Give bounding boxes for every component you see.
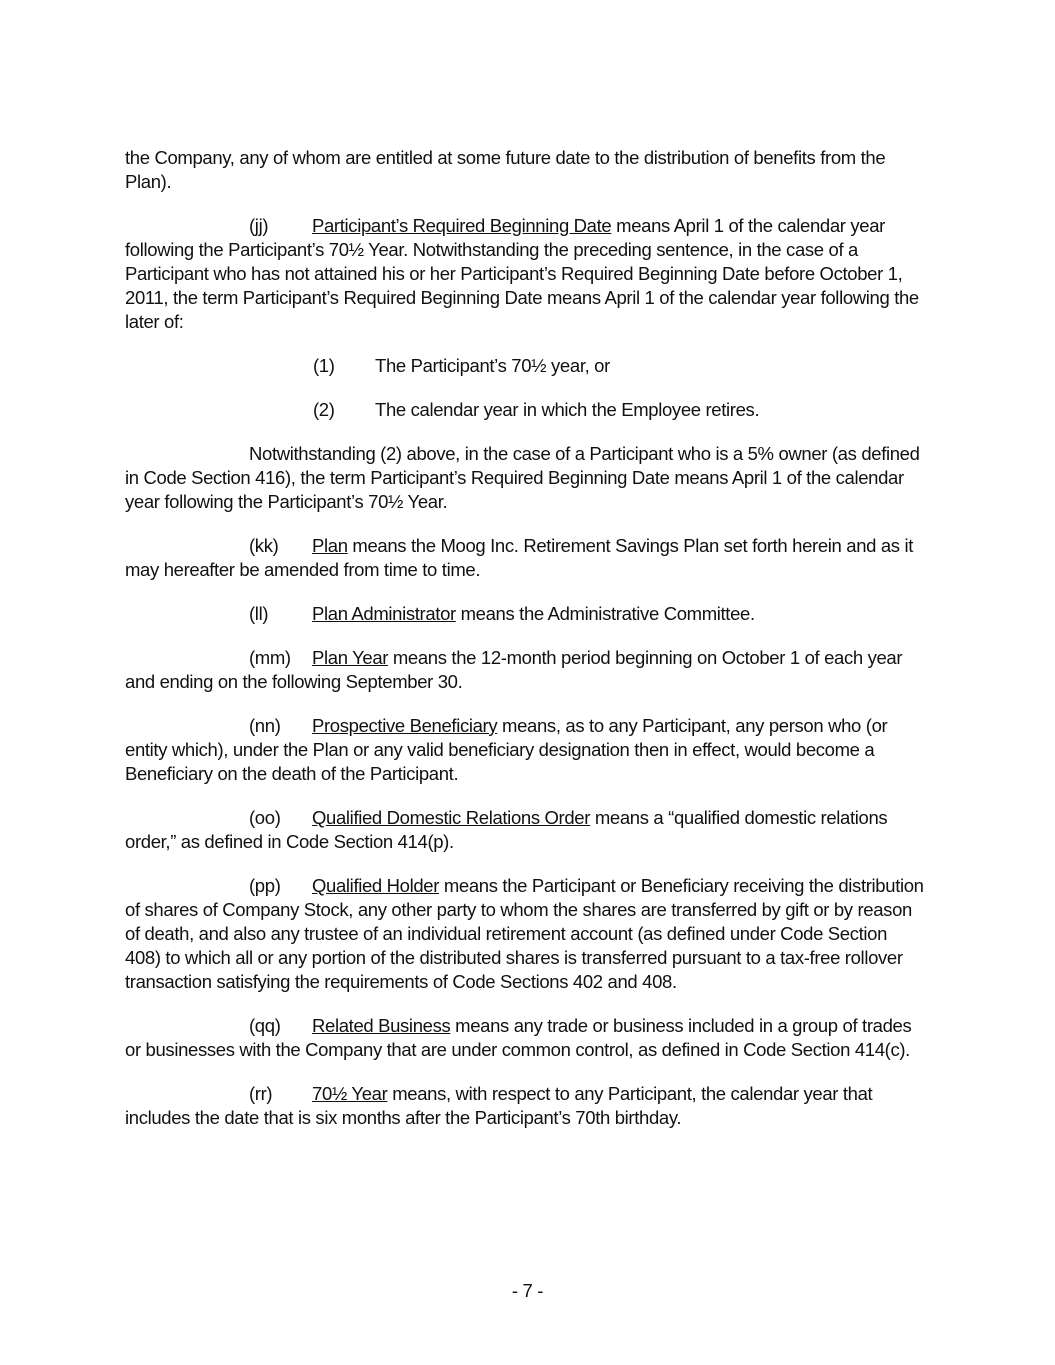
definition-oo xyxy=(125,806,925,854)
list-text: The Participant’s 70½ year, or xyxy=(375,355,610,376)
definition-text: means a “qualified domestic relations order,” as defined in Code Section 414(p). xyxy=(125,807,888,852)
intro-paragraph: the Company, any of whom are entitled at some future date to the distribution of benefits from the Plan). xyxy=(125,147,886,192)
list-text: The calendar year in which the Employee retires. xyxy=(375,399,760,420)
definition-marker: (ll) xyxy=(249,603,269,624)
definition-nn xyxy=(125,714,925,786)
document-body xyxy=(125,146,925,1150)
page-number: - 7 - xyxy=(511,1280,544,1301)
definition-marker: (mm) xyxy=(249,647,291,668)
definition-mm xyxy=(125,646,925,694)
defined-term: 70½ Year xyxy=(312,1083,388,1104)
list-item xyxy=(125,398,925,422)
definition-text: means the 12-month period beginning on October 1 of each year and ending on the following September 30. xyxy=(125,647,903,692)
defined-term: Qualified Domestic Relations Order xyxy=(312,807,591,828)
defined-term: Prospective Beneficiary xyxy=(312,715,498,736)
definition-text: means any trade or business included in a group of trades or businesses with the Company that are under common control, as defined in Code Section 414(c). xyxy=(125,1015,912,1060)
definition-marker: (nn) xyxy=(249,715,281,736)
definition-jj xyxy=(125,214,925,334)
definition-pp xyxy=(125,874,925,994)
definition-marker: (jj) xyxy=(249,215,269,236)
defined-term: Related Business xyxy=(312,1015,451,1036)
defined-term: Plan xyxy=(312,535,348,556)
definition-ll xyxy=(125,602,925,626)
definition-text: means April 1 of the calendar year following the Participant’s 70½ Year. Notwithstanding the preceding sentence, in the case of a Participant who has not attained his or her Participant’s Required Beginning Date before October 1, 2011, the term Participant’s Required Beginning Date means April 1 of the calendar year following the later of: xyxy=(125,215,919,332)
definition-marker: (oo) xyxy=(249,807,281,828)
list-marker: (2) xyxy=(313,399,335,420)
definition-marker: (qq) xyxy=(249,1015,281,1036)
defined-term: Qualified Holder xyxy=(312,875,440,896)
defined-term: Plan Year xyxy=(312,647,389,668)
definition-marker: (rr) xyxy=(249,1083,273,1104)
definition-marker: (kk) xyxy=(249,535,279,556)
definition-text: means the Administrative Committee. xyxy=(455,603,755,624)
definition-marker: (pp) xyxy=(249,875,281,896)
definition-qq xyxy=(125,1014,925,1062)
definition-text: means the Participant or Beneficiary receiving the distribution of shares of Company Stock, any other party to whom the shares are transferred by gift or by reason of death, and also any trustee of an individual retirement account (as defined under Code Section 408) to which all or any portion of the distributed shares is transferred pursuant to a tax-free rollover transaction satisfying the requirements of Code Sections 402 and 408. xyxy=(125,875,924,992)
definition-text: means, with respect to any Participant, the calendar year that includes the date that is six months after the Participant’s 70th birthday. xyxy=(125,1083,873,1128)
defined-term: Participant’s Required Beginning Date xyxy=(312,215,612,236)
definition-rr xyxy=(125,1082,925,1130)
definition-kk xyxy=(125,534,925,582)
definition-text: means, as to any Participant, any person who (or entity which), under the Plan or any valid beneficiary designation then in effect, would become a Beneficiary on the death of the Participant. xyxy=(125,715,888,784)
notwithstanding-paragraph: Notwithstanding (2) above, in the case of a Participant who is a 5% owner (as defined in Code Section 416), the term Participant’s Required Beginning Date means April 1 of the calendar year following the Participant’s 70½ Year. xyxy=(125,443,920,512)
definition-text: means the Moog Inc. Retirement Savings Plan set forth herein and as it may hereafter be amended from time to time. xyxy=(125,535,914,580)
list-item xyxy=(125,354,925,378)
list-marker: (1) xyxy=(313,355,335,376)
defined-term: Plan Administrator xyxy=(312,603,456,624)
